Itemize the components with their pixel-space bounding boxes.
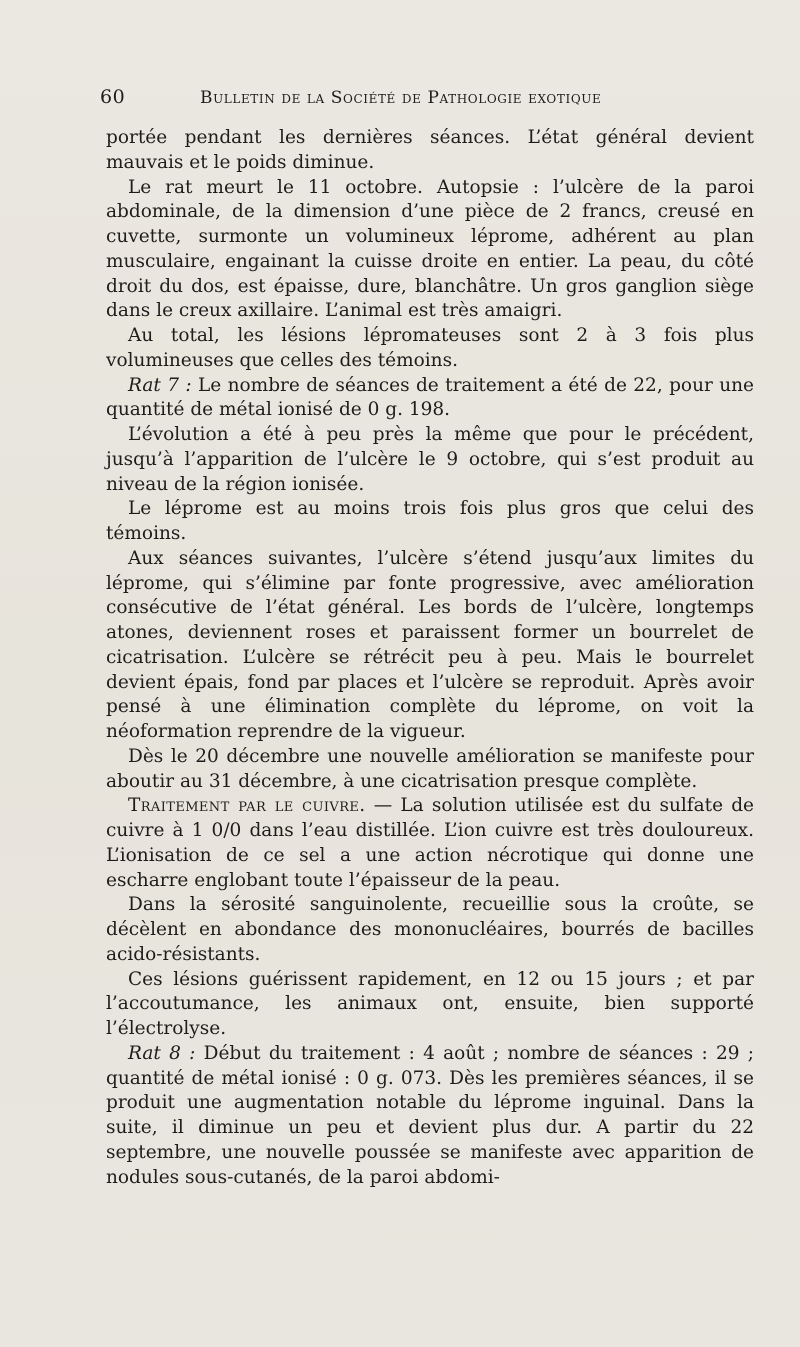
paragraph: [106, 126, 754, 176]
paragraph-text: Le nombre de séances de traitement a été de 22, pour une quantité de métal ionisé de 0 g. 198.: [106, 374, 754, 421]
running-title: Bulletin de la Société de Pathologie exotique: [200, 88, 602, 108]
paragraph-text: Début du traitement : 4 août ; nombre de séances : 29 ; quantité de métal ionisé : 0 g. 073. Dès les premières séances, il se produit une augmentation notable du léprome inguinal. Dans la suite, il diminue un peu et devient plus dur. A partir du 22 septembre, une nouvelle poussée se manifeste avec apparition de nodules sous-cutanés, de la paroi abdomi-: [106, 1042, 754, 1188]
paragraph: [106, 794, 754, 893]
body-text: [106, 126, 754, 1190]
paragraph-text: L’évolution a été à peu près la même que pour le précédent, jusqu’à l’apparition de l’ulcère le 9 octobre, qui s’est produit au niveau de la région ionisée.: [106, 424, 754, 495]
paragraph: [106, 497, 754, 547]
section-heading: Traitement par le cuivre.: [128, 795, 366, 817]
page-header: [100, 86, 660, 114]
paragraph: [106, 374, 754, 424]
paragraph-text: Dès le 20 décembre une nouvelle amélioration se manifeste pour aboutir au 31 décembre, à une cicatrisation presque complète.: [106, 745, 754, 792]
page-number: 60: [100, 86, 126, 108]
paragraph-text: Aux séances suivantes, l’ulcère s’étend jusqu’aux limites du léprome, qui s’élimine par fonte progressive, avec amélioration consécutive de l’état général. Les bords de l’ulcère, longtemps atones, deviennent roses et paraissent former un bourrelet de cicatrisation. L’ulcère se rétrécit peu à peu. Mais le bourrelet devient épais, fond par places et l’ulcère se reproduit. Après avoir pensé à une élimination complète du léprome, on voit la néoformation reprendre de la vigueur.: [106, 547, 754, 742]
paragraph: [106, 893, 754, 967]
paragraph-text: Dans la sérosité sanguinolente, recueillie sous la croûte, se décèlent en abondance des mononucléaires, bourrés de bacilles acido-résistants.: [106, 894, 754, 965]
paragraph: [106, 547, 754, 745]
case-label: Rat 8 :: [128, 1042, 196, 1064]
paragraph-text: Ces lésions guérissent rapidement, en 12 ou 15 jours ; et par l’accoutumance, les animaux ont, ensuite, bien supporté l’électrolyse.: [106, 968, 754, 1039]
paragraph-text: — La solution utilisée est du sulfate de cuivre à 1 0/0 dans l’eau distillée. L’ion cuivre est très douloureux. L’ionisation de ce sel a une action nécrotique qui donne une escharre englobant toute l’épaisseur de la peau.: [106, 795, 754, 891]
paragraph: [106, 968, 754, 1042]
paragraph-text: Au total, les lésions lépromateuses sont 2 à 3 fois plus volumineuses que celles des témoins.: [106, 325, 754, 371]
paragraph-text: portée pendant les dernières séances. L’état général devient mauvais et le poids diminue.: [106, 127, 754, 173]
paragraph-text: Le léprome est au moins trois fois plus gros que celui des témoins.: [106, 498, 754, 544]
paragraph: [106, 1042, 754, 1191]
paragraph: [106, 324, 754, 374]
paragraph: [106, 745, 754, 795]
case-label: Rat 7 :: [128, 374, 192, 396]
paragraph: [106, 176, 754, 325]
paragraph: [106, 423, 754, 497]
paragraph-text: Le rat meurt le 11 octobre. Autopsie : l’ulcère de la paroi abdominale, de la dimension d’une pièce de 2 francs, creusé en cuvette, surmonte un volumineux léprome, adhérent au plan musculaire, engainant la cuisse droite en entier. La peau, du côté droit du dos, est épaisse, dure, blanchâtre. Un gros ganglion siège dans le creux axillaire. L’animal est très amaigri.: [106, 176, 754, 322]
